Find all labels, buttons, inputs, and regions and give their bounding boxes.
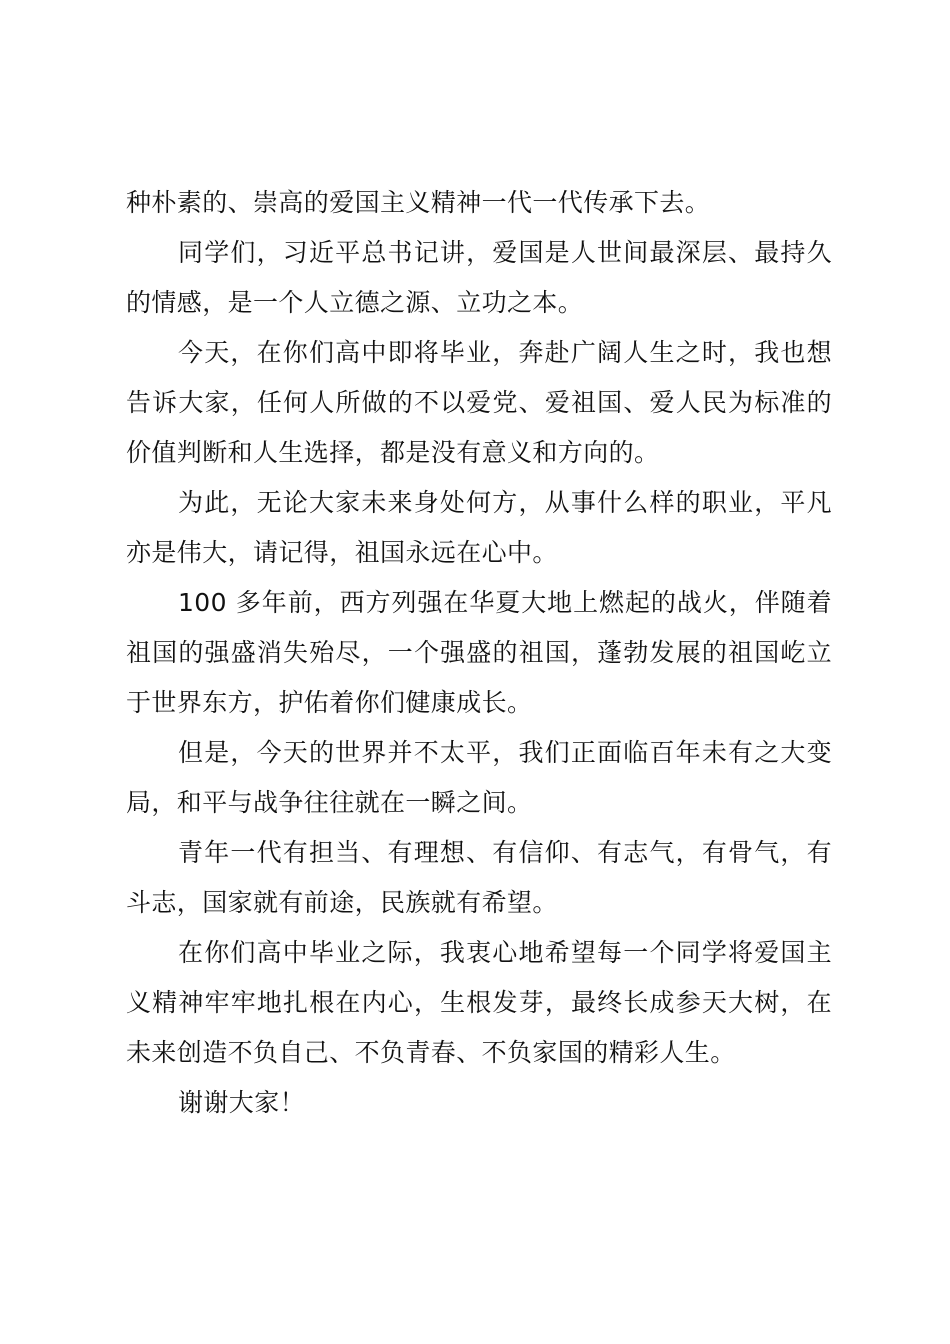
paragraph-2: 同学们，习近平总书记讲，爱国是人世间最深层、最持久的情感，是一个人立德之源、立功之本。: [126, 238, 832, 317]
paragraph-5: 100 多年前，西方列强在华夏大地上燃起的战火，伴随着祖国的强盛消失殆尽，一个强盛的祖国，蓬勃发展的祖国屹立于世界东方，护佑着你们健康成长。: [126, 588, 832, 717]
closing-paragraph: 谢谢大家！: [178, 1088, 306, 1117]
paragraph-8: 在你们高中毕业之际，我衷心地希望每一个同学将爱国主义精神牢牢地扎根在内心，生根发芽，最终长成参天大树，在未来创造不负自己、不负青春、不负家国的精彩人生。: [126, 938, 832, 1067]
document-body: [126, 178, 832, 1128]
paragraph-6: 但是，今天的世界并不太平，我们正面临百年未有之大变局，和平与战争往往就在一瞬之间。: [126, 738, 832, 817]
paragraph-3: 今天，在你们高中即将毕业，奔赴广阔人生之时，我也想告诉大家，任何人所做的不以爱党、爱祖国、爱人民为标准的价值判断和人生选择，都是没有意义和方向的。: [126, 338, 832, 467]
paragraph-1: 种朴素的、崇高的爱国主义精神一代一代传承下去。: [126, 188, 711, 217]
paragraph-7: 青年一代有担当、有理想、有信仰、有志气，有骨气，有斗志，国家就有前途，民族就有希望。: [126, 838, 832, 917]
paragraph-4: 为此，无论大家未来身处何方，从事什么样的职业，平凡亦是伟大，请记得，祖国永远在心中。: [126, 488, 832, 567]
